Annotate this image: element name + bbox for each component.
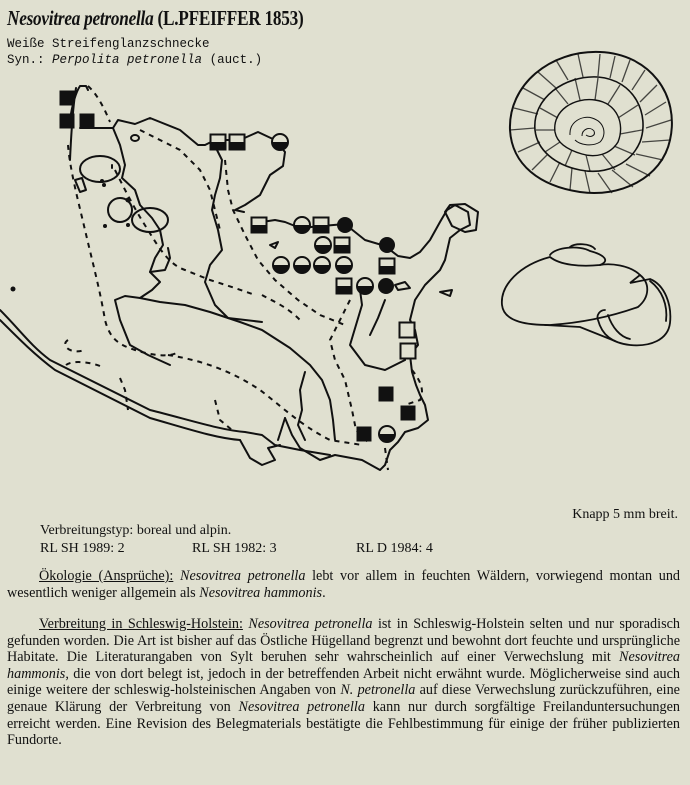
- map-dots: [11, 179, 131, 292]
- species-title: [7, 6, 304, 31]
- marker-square-filled: [80, 114, 95, 129]
- marker-square-filled: [401, 406, 416, 421]
- ecology-text: .: [322, 584, 326, 601]
- species-ref: Nesovitrea petronella: [248, 616, 373, 632]
- red-list-row: [40, 540, 433, 558]
- marker-circle-filled: [337, 217, 353, 233]
- marker-square-open: [401, 344, 416, 359]
- distribution-paragraph: [7, 616, 680, 749]
- marker-circle-half: [379, 426, 395, 442]
- ecology-paragraph: [7, 568, 680, 601]
- marker-square-filled: [60, 114, 75, 129]
- species-ref: Nesovitrea petronella: [238, 698, 365, 715]
- shell-side-illustration: [490, 235, 690, 350]
- distribution-text: auf diese Verwechslung zurückzuführen, eine genaue Klärung der Verbreitung von: [7, 682, 680, 715]
- marker-square-half: [335, 238, 350, 253]
- species-ref: Nesovitrea hammonis: [7, 649, 680, 682]
- ecology-heading: Ökologie (Ansprüche):: [39, 568, 174, 584]
- marker-square-half: [211, 135, 226, 150]
- species-ref: Nesovitrea hammonis: [199, 584, 323, 601]
- species-author: (L.PFEIFFER 1853): [157, 6, 304, 30]
- distribution-heading: Verbreitung in Schleswig-Holstein:: [39, 616, 243, 632]
- marker-square-filled: [60, 91, 75, 106]
- synonym-name: Perpolita petronella: [52, 53, 203, 67]
- marker-circle-half: [294, 257, 310, 273]
- common-name: Weiße Streifenglanzschnecke: [7, 37, 210, 51]
- marker-circle-half: [336, 257, 352, 273]
- shell-top-illustration: [490, 30, 690, 200]
- red-list-sh-1982: RL SH 1982: 3: [192, 541, 277, 556]
- marker-square-half: [252, 218, 267, 233]
- species-ref: Nesovitrea petronella: [180, 568, 306, 584]
- marker-square-half: [337, 279, 352, 294]
- distribution-text: ist in Schleswig-Holstein selten und nur sporadisch gefunden worden. Die Art ist bisher auf das Östliche Hügelland begrenzt und bewohnt dort feuchte und ursprüngliche Habitate. Die Literaturangaben von Sylt beruhen sehr wahrscheinlich auf einer Verwechslung mit: [7, 616, 681, 666]
- red-list-sh-1989: RL SH 1989: 2: [40, 541, 125, 556]
- distribution-map: [0, 80, 480, 500]
- marker-square-open: [400, 323, 415, 338]
- distribution-type: Verbreitungstyp: boreal und alpin.: [40, 523, 232, 538]
- synonym-suffix: (auct.): [209, 53, 263, 67]
- marker-circle-half: [272, 134, 288, 150]
- red-list-d-1984: RL D 1984: 4: [356, 541, 433, 556]
- shell-size-note: Knapp 5 mm breit.: [572, 507, 678, 522]
- marker-circle-half: [315, 237, 331, 253]
- marker-circle-half: [314, 257, 330, 273]
- distribution-text: kann nur durch sorgfältige Freilanduntersuchungen erreicht werden. Eine Revision des Belegmaterials bestätigte die Fehlbestimmung für einige der früher publizierten Fundorte.: [7, 698, 680, 749]
- ecology-text: lebt vor allem in feuchten Wäldern, vorwiegend montan und wesentlich weniger allgemein als: [7, 568, 681, 601]
- marker-square-filled: [357, 427, 372, 442]
- distribution-text: , die von dort belegt ist, jedoch in der betreffenden Arbeit nicht erwähnt wurde. Möglicherweise sind auch einige weitere der schleswig-holsteinischen Angaben von: [7, 665, 680, 699]
- map-markers: [60, 91, 416, 443]
- marker-square-filled: [379, 387, 394, 402]
- species-ref: N. petronella: [340, 682, 416, 699]
- marker-square-half: [380, 259, 395, 274]
- synonym-label: Syn.:: [7, 53, 45, 67]
- synonym-line: [7, 53, 262, 67]
- species-name: Nesovitrea petronella: [7, 6, 154, 30]
- marker-circle-filled: [378, 278, 394, 294]
- marker-square-half: [230, 135, 245, 150]
- marker-circle-half: [273, 257, 289, 273]
- marker-circle-filled: [379, 237, 395, 253]
- marker-circle-half: [294, 217, 310, 233]
- marker-square-half: [314, 218, 329, 233]
- marker-circle-half: [357, 278, 373, 294]
- distribution-meta: [40, 522, 433, 558]
